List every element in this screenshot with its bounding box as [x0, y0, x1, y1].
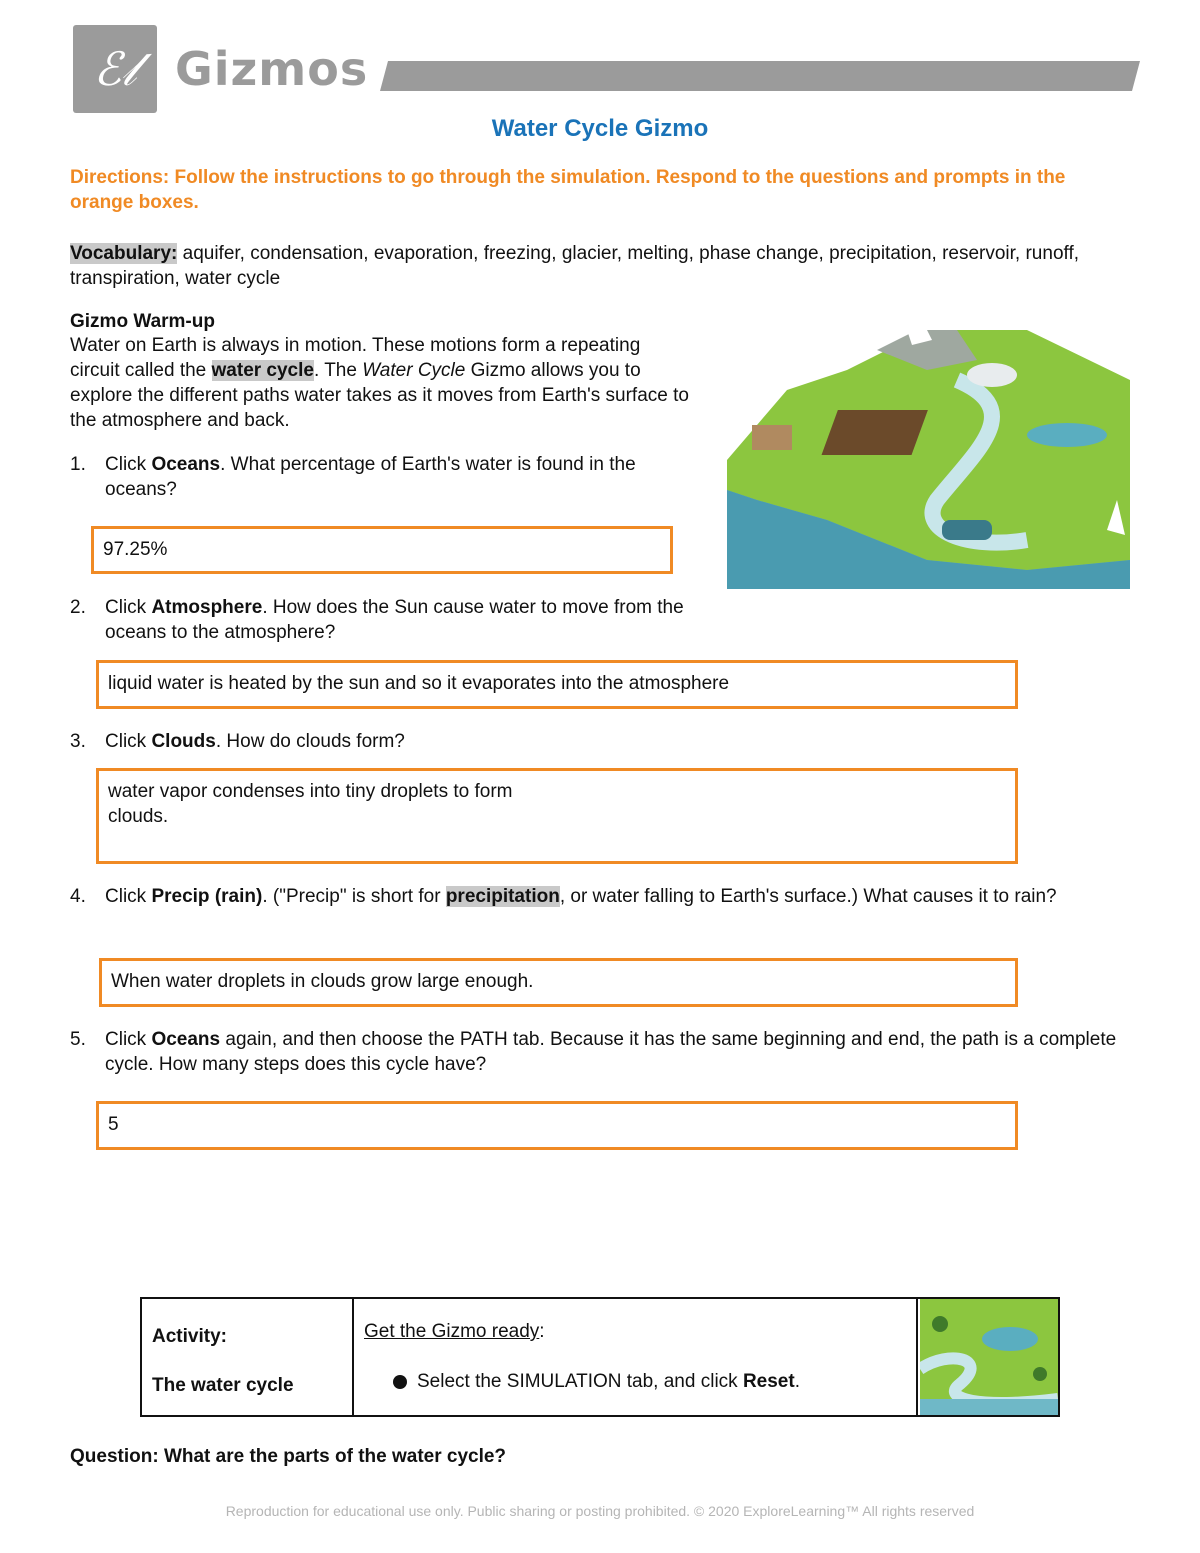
question-number: 4. — [70, 886, 86, 907]
bullet-icon — [393, 1375, 407, 1389]
explorelearning-logo: ℰ𝓁 — [93, 42, 137, 96]
keyword-oceans: Oceans — [151, 1029, 221, 1050]
question-text: , or water falling to Earth's surface.) What causes it to rain? — [559, 886, 1057, 907]
keyword-reset: Reset — [742, 1371, 795, 1392]
instruction-text: Select the SIMULATION tab, and click — [417, 1371, 743, 1392]
footer-copyright: Reproduction for educational use only. Public sharing or posting prohibited. © 2020 ExploreLearning™ All rights reserved — [225, 1503, 975, 1519]
question-text: again, and then choose the PATH tab. Because it has the same beginning and end, the path is a complete cycle. How many steps does this cycle have? — [105, 1029, 1117, 1075]
answer-line: clouds. — [108, 806, 169, 827]
question-text: Click — [105, 1029, 152, 1050]
warmup-text: Gizmo allows you to explore the different paths water takes as it moves from Earth's surface to the atmosphere and back. — [70, 360, 689, 431]
question-number: 1. — [70, 454, 86, 475]
keyword-atmosphere: Atmosphere — [151, 597, 263, 618]
question-5-text — [105, 1027, 1135, 1077]
term-precipitation: precipitation — [445, 886, 560, 907]
table-divider — [916, 1299, 918, 1415]
answer-box-1[interactable]: 97.25% — [91, 526, 673, 574]
answer-box-2[interactable]: liquid water is heated by the sun and so it evaporates into the atmosphere — [96, 660, 1018, 709]
question-1-text — [105, 452, 695, 502]
instruction-text: . — [794, 1371, 800, 1392]
gizmo-name: Water Cycle — [362, 360, 466, 381]
header-decorative-bar — [380, 61, 1140, 91]
question-text: Click — [105, 731, 152, 752]
answer-box-4[interactable]: When water droplets in clouds grow large enough. — [99, 958, 1018, 1007]
warmup-heading: Gizmo Warm-up — [70, 311, 215, 332]
keyword-oceans: Oceans — [151, 454, 221, 475]
vocabulary-label: Vocabulary: — [70, 243, 178, 264]
gizmo-ready-colon: : — [539, 1321, 545, 1342]
question-heading: Question: What are the parts of the water cycle? — [70, 1446, 507, 1467]
water-cycle-illustration — [727, 330, 1130, 589]
activity-name: The water cycle — [152, 1375, 294, 1396]
question-text: Click — [105, 454, 152, 475]
question-number: 3. — [70, 731, 86, 752]
activity-instruction — [417, 1369, 800, 1394]
table-divider — [352, 1299, 354, 1415]
vocabulary-paragraph — [70, 241, 1130, 291]
question-text: . What percentage of Earth's water is found in the oceans? — [105, 454, 636, 500]
answer-line: water vapor condenses into tiny droplets to form — [108, 781, 513, 802]
question-text: Click — [105, 886, 152, 907]
question-number: 5. — [70, 1029, 86, 1050]
question-text: . How do clouds form? — [215, 731, 405, 752]
activity-label: Activity: — [152, 1326, 227, 1347]
vocabulary-terms: aquifer, condensation, evaporation, freezing, glacier, melting, phase change, precipitation, reservoir, runoff, transpiration, water cycle — [70, 243, 1080, 289]
page-title: Water Cycle Gizmo — [491, 115, 709, 142]
warmup-paragraph — [70, 333, 695, 433]
question-3-text — [105, 729, 1005, 754]
term-water-cycle: water cycle — [211, 360, 314, 381]
answer-box-5[interactable]: 5 — [96, 1101, 1018, 1150]
keyword-clouds: Clouds — [151, 731, 216, 752]
activity-thumbnail — [920, 1299, 1058, 1415]
question-text: . How does the Sun cause water to move from the oceans to the atmosphere? — [105, 597, 684, 643]
question-text: . ("Precip" is short for — [262, 886, 446, 907]
gizmo-ready-heading — [364, 1319, 545, 1344]
answer-box-3[interactable] — [96, 768, 1018, 864]
brand-name: Gizmos — [175, 42, 369, 96]
question-number: 2. — [70, 597, 86, 618]
warmup-text: . The — [313, 360, 363, 381]
question-2-text — [105, 595, 705, 645]
question-4-text — [105, 884, 1130, 909]
directions-text: Directions: Follow the instructions to go through the simulation. Respond to the questions and prompts in the orange boxes. — [70, 167, 1066, 213]
gizmo-ready-text: Get the Gizmo ready — [364, 1321, 540, 1342]
question-text: Click — [105, 597, 152, 618]
warmup-text: Water on Earth is always in motion. These motions form a repeating circuit called the — [70, 335, 641, 381]
activity-table — [140, 1297, 1060, 1417]
keyword-precip: Precip (rain) — [151, 886, 263, 907]
